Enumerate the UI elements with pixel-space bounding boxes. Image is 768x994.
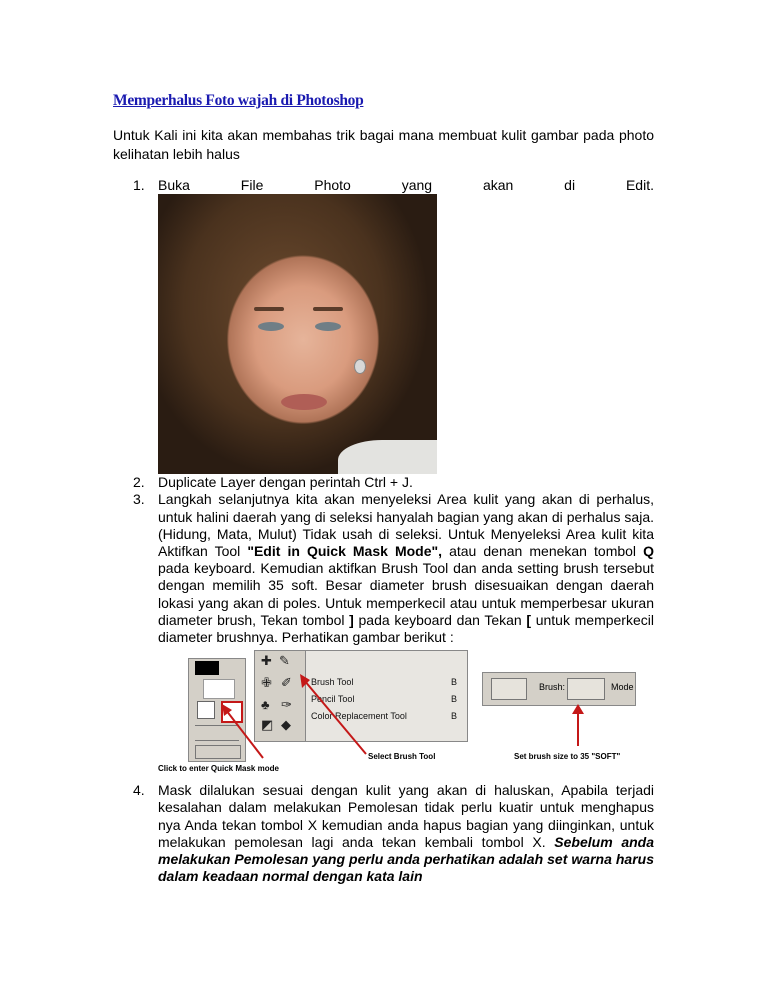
step-3-text: Langkah selanjutnya kita akan menyeleksi Area kulit yang akan di perhalus, untuk halini daerah yang di seleksi hanyalah bagian yang akan di perhalus saja. (Hidung, Mata, Mulut) Tidak usah di seleksi. Untuk Menyeleksi Area kulit kita Aktifkan Tool <box>158 491 654 560</box>
step-3-text: pada keyboard dan Tekan <box>353 611 527 628</box>
word: File <box>240 177 264 193</box>
menu-shortcut: B <box>450 677 457 688</box>
step-3-bold: ] <box>349 611 354 628</box>
step-1-text <box>158 177 654 194</box>
gradient-icon: ◆ <box>281 717 291 733</box>
caption-quickmask: Click to enter Quick Mask mode <box>158 764 279 774</box>
intro-paragraph: Untuk Kali ini kita akan membahas trik bagai mana membuat kulit gambar pada photo kelihatan lebih halus <box>113 127 654 162</box>
arrow-pointer-icon <box>570 704 586 748</box>
step-number: 1. <box>133 177 145 193</box>
heal-icon: ✚ <box>261 653 272 669</box>
history-brush-icon: ✑ <box>281 697 292 713</box>
word: Buka <box>158 177 190 193</box>
step-4 <box>113 782 654 885</box>
step-3-bold: Q <box>643 543 654 560</box>
photoshop-figure <box>158 650 654 782</box>
step-number: 3. <box>133 491 145 508</box>
photo-detail <box>338 440 437 474</box>
caption-brush-size: Set brush size to 35 "SOFT" <box>514 752 621 762</box>
portrait-photo <box>158 194 437 474</box>
step-number: 4. <box>133 782 145 799</box>
step-2 <box>113 474 654 491</box>
step-3-text: pada keyboard. Kemudian aktifkan Brush Tool dan anda setting brush tersebut dengan memilih 35 soft. Besar diameter brush disesuaikan dengan daerah lokasi yang akan di poles. Untuk memperkecil atau untuk memperbesar ukuran diameter brush, Tekan tombol <box>158 560 654 628</box>
word: yang <box>401 177 433 193</box>
arrow-pointer-icon <box>294 674 374 758</box>
word: di <box>564 177 576 193</box>
menu-shortcut: B <box>450 711 457 722</box>
options-bar <box>482 672 636 706</box>
pencil-icon: ✎ <box>279 653 290 669</box>
step-3-text: untuk memperkecil diameter brushnya. Perhatikan gambar berikut : <box>158 611 654 646</box>
photo-detail <box>315 322 341 331</box>
step-3 <box>113 491 654 646</box>
brush-preset-picker[interactable] <box>491 678 527 700</box>
word: Photo <box>314 177 351 193</box>
menu-item-pencil[interactable]: Pencil Tool <box>311 694 355 705</box>
menu-shortcut: B <box>450 694 457 705</box>
bandage-icon: ✙ <box>261 675 272 691</box>
word: akan <box>482 177 514 193</box>
photo-detail <box>258 322 284 331</box>
step-4-bold-italic: Sebelum anda melakukan Pemolesan yang perlu anda perhatikan adalah set warna harus dalam keadaan normal dengan kata lain <box>158 833 655 885</box>
brush-label: Brush: <box>539 682 566 693</box>
mode-label: Mode <box>611 682 634 693</box>
menu-item-brush[interactable]: Brush Tool <box>311 677 354 688</box>
menu-item-color-replacement[interactable]: Color Replacement Tool <box>311 711 407 722</box>
photo-detail <box>313 307 343 311</box>
step-3-text: atau denan menekan tombol <box>442 543 644 560</box>
step-number: 2. <box>133 474 145 491</box>
standard-mode-icon <box>197 701 215 719</box>
step-1 <box>113 177 654 474</box>
photo-detail <box>354 359 366 374</box>
foreground-color-swatch <box>195 661 219 675</box>
caption-brush: Select Brush Tool <box>368 752 436 762</box>
brush-size-picker[interactable] <box>567 678 605 700</box>
step-4-text: Mask dilalukan sesuai dengan kulit yang akan di haluskan, Apabila terjadi kesalahan dalam melakukan Pemolesan tidak perlu kuatir untuk menghapus nya Anda tekan tombol X kemudian anda hapus bagian yang diinginkan, untuk melakukan pemolesan lagi anda tekan kembali tombol X. <box>158 782 654 850</box>
photo-detail <box>281 394 327 410</box>
step-3-bold: "Edit in Quick Mask Mode", <box>247 543 443 560</box>
word: Edit. <box>625 177 654 193</box>
steps-list <box>113 177 654 885</box>
step-2-text: Duplicate Layer dengan perintah Ctrl + J. <box>158 474 413 491</box>
eraser-icon: ◩ <box>261 717 274 733</box>
brush-icon: ✐ <box>281 675 292 691</box>
background-color-swatch <box>203 679 235 699</box>
photo-detail <box>254 307 284 311</box>
page-title[interactable]: Memperhalus Foto wajah di Photoshop <box>113 92 364 109</box>
stamp-icon: ♣ <box>261 697 270 713</box>
step-3-bold: [ <box>526 611 532 628</box>
